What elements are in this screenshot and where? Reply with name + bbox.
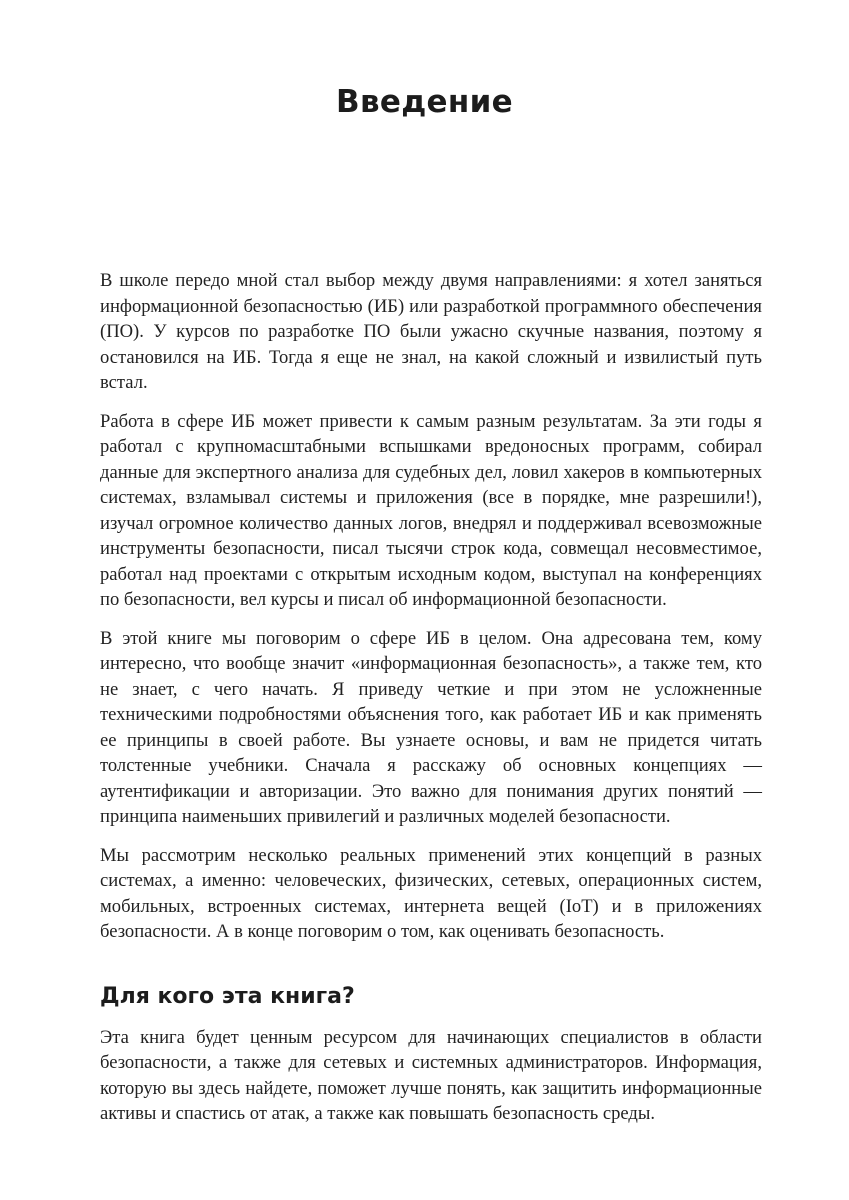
chapter-title: Введение — [336, 84, 513, 120]
paragraph-applications: Мы рассмотрим несколько реальных применений этих концепций в разных системах, а именно: человеческих, физических, сетевых, операционных систем, мобильных, встроенных системах, интернета вещей (IoT) и в приложениях безопасности. А в конце поговорим о том, как оценивать безопасность. — [100, 844, 762, 942]
paragraph-book-overview: В этой книге мы поговорим о сфере ИБ в целом. Она адресована тем, кому интересно, что вообще значит «информационная безопасность», а также тем, кто не знает, с чего начать. Я приведу четкие и при этом не усложненные техническими подробностями объяснения того, как работает ИБ и как применять ее принципы в своей работе. Вы узнаете основы, и вам не придется читать толстенные учебники. Сначала я расскажу об основных концепциях — аутентификации и авторизации. Это важно для понимания других понятий — принципа наименьших привилегий и различных моделей безопасности. — [100, 627, 762, 827]
chapter-body — [100, 268, 762, 1140]
paragraph-career-experience: Работа в сфере ИБ может привести к самым разным результатам. За эти годы я работал с крупномасштабными вспышками вредоносных программ, собирал данные для экспертного анализа для судебных дел, ловил хакеров в компьютерных системах, взламывал системы и приложения (все в порядке, мне разрешили!), изучал огромное количество данных логов, внедрял и поддерживал всевозможные инструменты безопасности, писал тысячи строк кода, совмещал несовместимое, работал над проектами с открытым исходным кодом, выступал на конференциях по безопасности, вел курсы и писал об информационной безопасности. — [100, 410, 762, 610]
paragraph-audience: Эта книга будет ценным ресурсом для начинающих специалистов в области безопасности, а также для сетевых и системных администраторов. Информация, которую вы здесь найдете, поможет лучше понять, как защитить информационные активы и спастись от атак, а также как повышать безопасность среды. — [100, 1026, 762, 1124]
section-heading-audience: Для кого эта книга? — [100, 983, 355, 1009]
paragraph-intro-choice: В школе передо мной стал выбор между двумя направлениями: я хотел заняться информационной безопасностью (ИБ) или разработкой программного обеспечения (ПО). У курсов по разработке ПО были ужасно скучные названия, поэтому я остановился на ИБ. Тогда я еще не знал, на какой сложный и извилистый путь встал. — [100, 270, 762, 393]
